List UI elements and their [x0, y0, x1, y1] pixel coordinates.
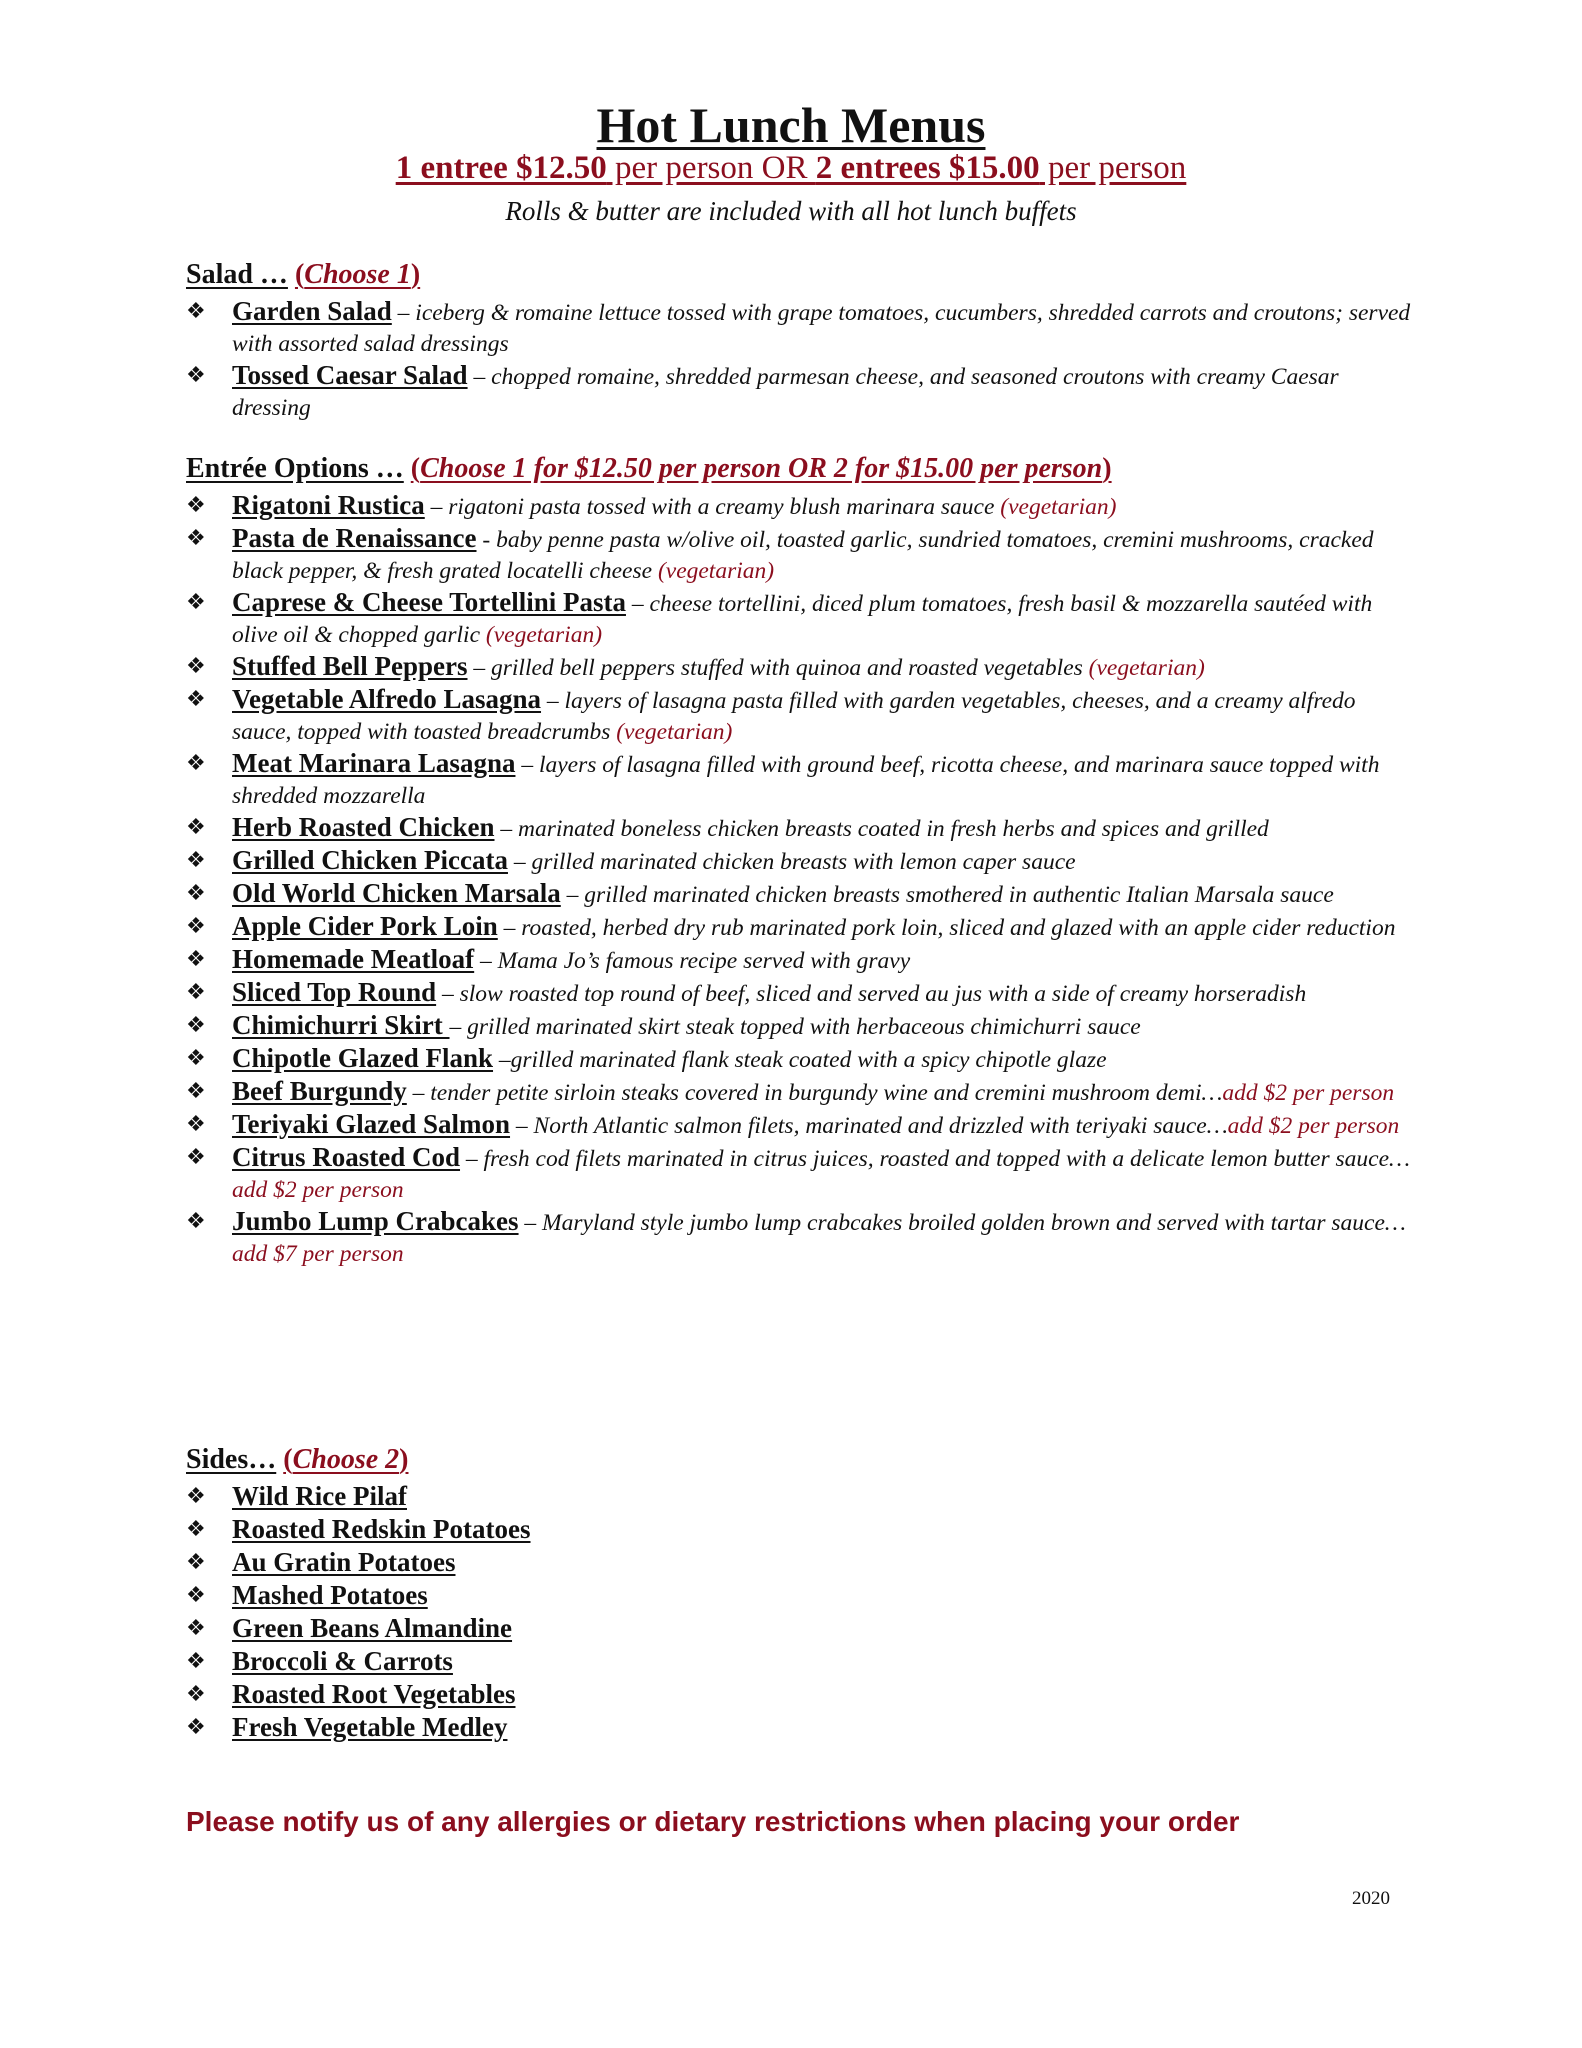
- menu-item-description: fresh cod filets marinated in citrus juices, roasted and topped with a delicate lemon butter sauce…: [483, 1146, 1410, 1172]
- menu-item-name: Roasted Redskin Potatoes: [232, 1514, 531, 1544]
- menu-item-note: (vegetarian): [485, 622, 603, 648]
- menu-item: [186, 1142, 1416, 1206]
- sides-section: [186, 1443, 1416, 1745]
- menu-item-name: Tossed Caesar Salad: [232, 360, 468, 390]
- menu-item-note: add $2 per person: [232, 1177, 404, 1203]
- diamond-bullet-icon: ❖: [186, 687, 206, 712]
- menu-item-separator: –: [474, 948, 498, 974]
- diamond-bullet-icon: ❖: [186, 848, 206, 873]
- menu-item-description: slow roasted top round of beef, sliced and served au jus with a side of creamy horseradish: [459, 981, 1307, 1007]
- menu-item-note: add $2 per person: [1222, 1080, 1395, 1106]
- menu-item-name: Au Gratin Potatoes: [232, 1547, 456, 1577]
- diamond-bullet-icon: ❖: [186, 751, 206, 776]
- menu-item-description: chopped romaine, shredded parmesan cheese, and seasoned croutons with creamy Caesar dressing: [232, 364, 1339, 421]
- diamond-bullet-icon: ❖: [186, 1209, 206, 1234]
- menu-item-separator: –: [507, 849, 532, 875]
- diamond-bullet-icon: ❖: [186, 914, 206, 939]
- diamond-bullet-icon: ❖: [186, 654, 206, 679]
- diamond-bullet-icon: ❖: [186, 299, 206, 324]
- diamond-bullet-icon: ❖: [186, 980, 206, 1005]
- menu-item-name: Homemade Meatloaf: [232, 944, 475, 974]
- menu-item: [186, 977, 1416, 1010]
- pricing-line: 1 entree $12.50 per person OR 2 entrees $15.00 per person: [395, 150, 1187, 186]
- diamond-bullet-icon: ❖: [186, 493, 206, 518]
- menu-item: [186, 1547, 1416, 1580]
- menu-item: [186, 360, 1416, 424]
- diamond-bullet-icon: ❖: [186, 1145, 206, 1170]
- menu-item-name: Stuffed Bell Peppers: [232, 651, 468, 681]
- menu-item-separator: –: [460, 1146, 484, 1172]
- menu-item-name: Beef Burgundy: [232, 1076, 407, 1106]
- diamond-bullet-icon: ❖: [186, 1079, 206, 1104]
- diamond-bullet-icon: ❖: [186, 590, 206, 615]
- salad-list: [186, 296, 1416, 424]
- menu-item-separator: –: [510, 1113, 534, 1139]
- menu-item-name: Broccoli & Carrots: [232, 1646, 453, 1676]
- menu-item-name: Apple Cider Pork Loin: [232, 911, 498, 941]
- menu-item-name: Pasta de Renaissance: [232, 523, 477, 553]
- menu-item: [186, 490, 1416, 523]
- menu-item-description: grilled bell peppers stuffed with quinoa and roasted vegetables: [491, 655, 1089, 681]
- menu-item-name: Old World Chicken Marsala: [232, 878, 561, 908]
- menu-item: [186, 1109, 1416, 1142]
- menu-item-separator: –: [391, 300, 416, 326]
- allergy-notice: Please notify us of any allergies or dietary restrictions when placing your order: [186, 1806, 1240, 1837]
- menu-item: [186, 523, 1416, 587]
- menu-item-name: Rigatoni Rustica: [232, 490, 425, 520]
- menu-item: [186, 845, 1416, 878]
- menu-item-separator: –: [625, 591, 650, 617]
- menu-item: [186, 1010, 1416, 1043]
- menu-item: [186, 1613, 1416, 1646]
- menu-item-name: Chipotle Glazed Flank: [232, 1043, 494, 1073]
- menu-item-description: layers of lasagna pasta filled with garden vegetables, cheeses, and a creamy alfredo sauce, topped with toasted breadcrumbs: [232, 688, 1356, 745]
- menu-item-name: Garden Salad: [232, 296, 392, 326]
- diamond-bullet-icon: ❖: [186, 1484, 206, 1509]
- menu-item-description: roasted, herbed dry rub marinated pork loin, sliced and glazed with an apple cider reduction: [521, 915, 1396, 941]
- menu-item: [186, 1646, 1416, 1679]
- diamond-bullet-icon: ❖: [186, 1583, 206, 1608]
- diamond-bullet-icon: ❖: [186, 1046, 206, 1071]
- subtitle: Rolls & butter are included with all hot lunch buffets: [505, 196, 1077, 226]
- diamond-bullet-icon: ❖: [186, 1682, 206, 1707]
- menu-item-name: Vegetable Alfredo Lasagna: [232, 684, 542, 714]
- menu-item-name: Roasted Root Vegetables: [232, 1679, 516, 1709]
- menu-item-name: Caprese & Cheese Tortellini Pasta: [232, 587, 626, 617]
- menu-item-description: grilled marinated chicken breasts smothered in authentic Italian Marsala sauce: [584, 882, 1334, 908]
- menu-item-description: Mama Jo’s famous recipe served with gravy: [497, 948, 911, 974]
- menu-item-description: cheese tortellini, diced plum tomatoes, fresh basil & mozzarella sautéed with olive oil & chopped garlic: [232, 591, 1373, 648]
- menu-item-description: grilled marinated flank steak coated with a spicy chipotle glaze: [510, 1047, 1107, 1073]
- diamond-bullet-icon: ❖: [186, 1616, 206, 1641]
- menu-item: [186, 1481, 1416, 1514]
- menu-item-separator: –: [406, 1080, 431, 1106]
- menu-item-name: Wild Rice Pilaf: [232, 1481, 407, 1511]
- menu-item: [186, 684, 1416, 748]
- menu-item-separator: –: [515, 752, 539, 778]
- menu-item: [186, 1043, 1416, 1076]
- diamond-bullet-icon: ❖: [186, 815, 206, 840]
- menu-item: [186, 878, 1416, 911]
- menu-item-note: add $7 per person: [232, 1241, 404, 1267]
- diamond-bullet-icon: ❖: [186, 526, 206, 551]
- entree-section: [186, 452, 1416, 1270]
- menu-item-note: (vegetarian): [1000, 494, 1117, 520]
- diamond-bullet-icon: ❖: [186, 1550, 206, 1575]
- diamond-bullet-icon: ❖: [186, 947, 206, 972]
- menu-item: [186, 812, 1416, 845]
- diamond-bullet-icon: ❖: [186, 1649, 206, 1674]
- menu-item: [186, 911, 1416, 944]
- menu-item-separator: -: [476, 527, 497, 553]
- menu-item-description: rigatoni pasta tossed with a creamy blush marinara sauce: [448, 494, 1001, 520]
- menu-item-note: (vegetarian): [1088, 655, 1205, 681]
- menu-item: [186, 651, 1416, 684]
- salad-heading: Salad … (Choose 1): [186, 259, 421, 290]
- menu-item-name: Meat Marinara Lasagna: [232, 748, 516, 778]
- menu-item-name: Teriyaki Glazed Salmon: [232, 1109, 511, 1139]
- menu-item: [186, 1580, 1416, 1613]
- sides-list: [186, 1481, 1416, 1745]
- menu-item-note: add $2 per person: [1227, 1113, 1400, 1139]
- menu-item: [186, 748, 1416, 812]
- menu-item-separator: –: [497, 915, 522, 941]
- menu-item-description: marinated boneless chicken breasts coated in fresh herbs and spices and grilled: [518, 816, 1269, 842]
- menu-item-separator: –: [449, 1014, 468, 1040]
- menu-item-name: Sliced Top Round: [232, 977, 437, 1007]
- menu-item-separator: –: [493, 1047, 511, 1073]
- year-label: 2020: [1352, 1888, 1390, 1909]
- menu-item-name: Herb Roasted Chicken: [232, 812, 495, 842]
- menu-item-description: layers of lasagna filled with ground beef, ricotta cheese, and marinara sauce topped with shredded mozzarella: [232, 752, 1380, 809]
- menu-item-separator: –: [541, 688, 565, 714]
- menu-item-separator: –: [467, 655, 491, 681]
- diamond-bullet-icon: ❖: [186, 881, 206, 906]
- diamond-bullet-icon: ❖: [186, 1517, 206, 1542]
- menu-item-name: Citrus Roasted Cod: [232, 1142, 461, 1172]
- menu-item: [186, 1076, 1416, 1109]
- menu-item-separator: –: [494, 816, 518, 842]
- menu-item-note: (vegetarian): [616, 719, 733, 745]
- diamond-bullet-icon: ❖: [186, 1715, 206, 1740]
- menu-item: [186, 1206, 1416, 1270]
- menu-item-separator: –: [436, 981, 460, 1007]
- menu-item-description: iceberg & romaine lettuce tossed with grape tomatoes, cucumbers, shredded carrots and croutons; served with assorted salad dressings: [232, 300, 1411, 357]
- menu-item: [186, 1712, 1416, 1745]
- pricing-two-entrees: 2 entrees $15.00: [815, 150, 1040, 186]
- diamond-bullet-icon: ❖: [186, 363, 206, 388]
- menu-item-description: grilled marinated chicken breasts with lemon caper sauce: [531, 849, 1076, 875]
- menu-item: [186, 1679, 1416, 1712]
- entree-heading: Entrée Options … (Choose 1 for $12.50 per person OR 2 for $15.00 per person): [186, 453, 1112, 484]
- menu-item: [186, 1514, 1416, 1547]
- menu-item-separator: –: [467, 364, 492, 390]
- page-title: Hot Lunch Menus: [596, 97, 986, 153]
- menu-item-name: Grilled Chicken Piccata: [232, 845, 508, 875]
- menu-item-separator: –: [424, 494, 449, 520]
- menu-item-description: Maryland style jumbo lump crabcakes broiled golden brown and served with tartar sauce…: [542, 1210, 1406, 1236]
- menu-item-separator: –: [518, 1210, 543, 1236]
- menu-item-name: Mashed Potatoes: [232, 1580, 428, 1610]
- menu-item-name: Green Beans Almandine: [232, 1613, 513, 1643]
- menu-item: [186, 296, 1416, 360]
- diamond-bullet-icon: ❖: [186, 1112, 206, 1137]
- menu-item-description: North Atlantic salmon filets, marinated and drizzled with teriyaki sauce…: [533, 1113, 1228, 1139]
- menu-item: [186, 944, 1416, 977]
- menu-item-name: Fresh Vegetable Medley: [232, 1712, 508, 1742]
- menu-item-description: tender petite sirloin steaks covered in burgundy wine and cremini mushroom demi…: [430, 1080, 1223, 1106]
- menu-item-separator: –: [560, 882, 585, 908]
- menu-item-note: (vegetarian): [657, 558, 775, 584]
- entree-list: [186, 490, 1416, 1270]
- pricing-one-entree: 1 entree $12.50: [395, 150, 607, 186]
- menu-item-description: baby penne pasta w/olive oil, toasted garlic, sundried tomatoes, cremini mushrooms, cracked black pepper, & fresh grated locatelli cheese: [232, 527, 1374, 584]
- menu-item-name: Jumbo Lump Crabcakes: [232, 1206, 519, 1236]
- menu-item-description: grilled marinated skirt steak topped with herbaceous chimichurri sauce: [467, 1014, 1141, 1040]
- menu-item-name: Chimichurri Skirt: [232, 1010, 450, 1040]
- diamond-bullet-icon: ❖: [186, 1013, 206, 1038]
- salad-section: [186, 258, 1416, 424]
- sides-heading: Sides… (Choose 2): [186, 1444, 409, 1475]
- menu-item: [186, 587, 1416, 651]
